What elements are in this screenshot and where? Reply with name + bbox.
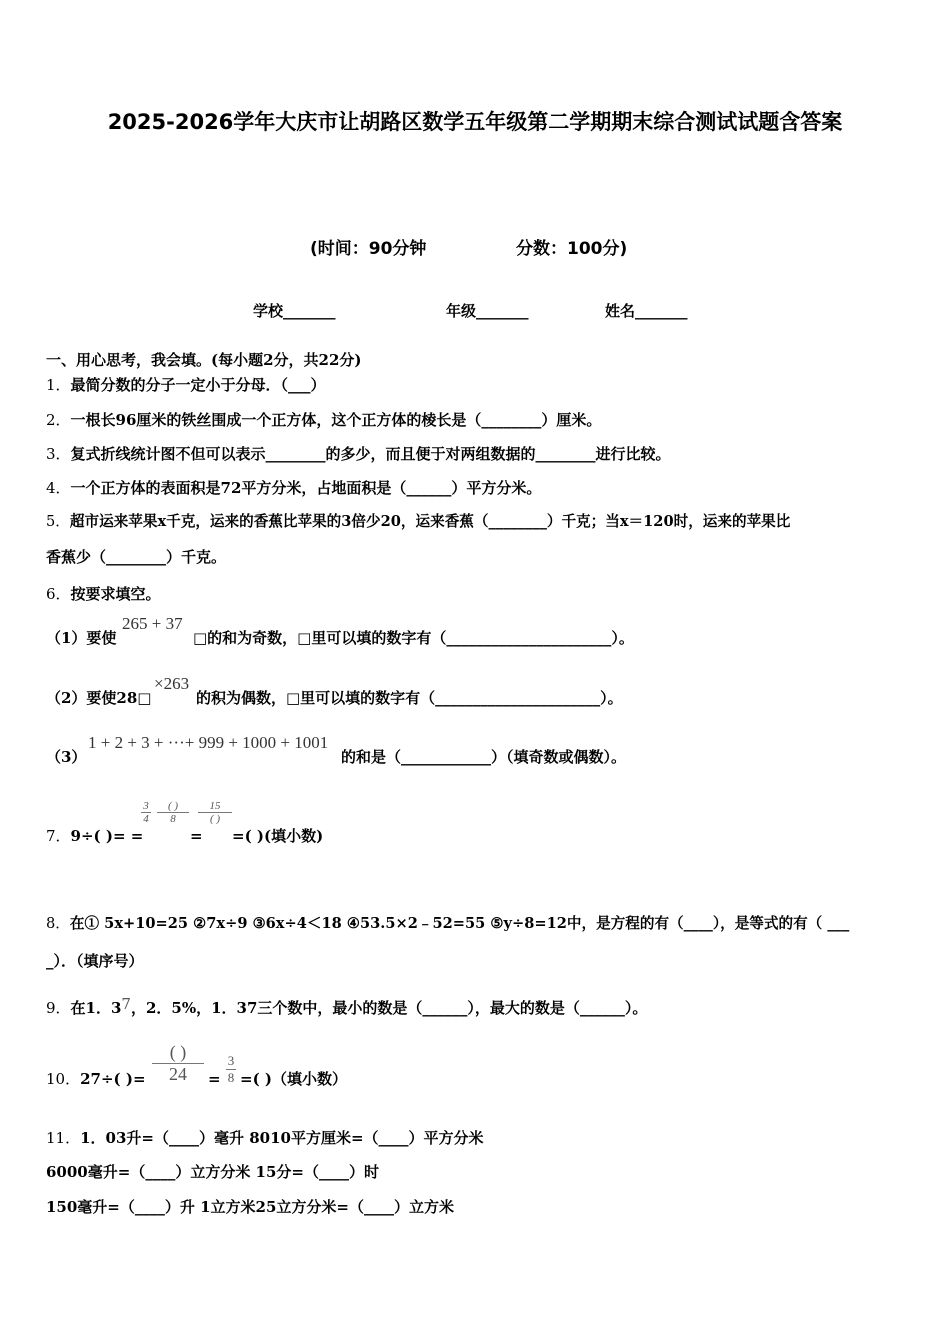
denominator: 8 — [227, 1070, 235, 1085]
question-3 — [46, 444, 671, 464]
question-6-part-1-text: □的和为奇数，□里可以填的数字有（______________________）。 — [193, 629, 634, 647]
question-10-tail: =( )（填小数） — [240, 1070, 347, 1088]
question-text: 在1．3 — [70, 999, 122, 1017]
question-text: 按要求填空。 — [70, 585, 161, 603]
question-text: 9÷( )= = — [70, 827, 144, 845]
question-number: 5． — [46, 513, 70, 530]
school-field[interactable]: 学校_______ — [253, 302, 336, 320]
denominator[interactable]: ( ) — [198, 812, 232, 825]
question-11-line-3: 150毫升=（____）升 1立方米25立方分米=（____）立方米 — [46, 1198, 454, 1216]
numerator[interactable]: ( ) — [167, 800, 179, 812]
question-6-part-3: （3） — [46, 748, 87, 766]
grade-field[interactable]: 年级_______ — [446, 302, 529, 320]
question-text: 复式折线统计图不但可以表示________的多少，而且便于对两组数据的________进行比较。 — [70, 445, 671, 463]
denominator: 8 — [157, 812, 189, 825]
question-number: 1． — [46, 376, 71, 394]
numerator: 3 — [227, 1053, 235, 1068]
numerator[interactable]: ( ) — [169, 1042, 187, 1062]
question-text: 最简分数的分子一定小于分母．（___） — [70, 376, 326, 394]
fraction — [226, 1053, 236, 1086]
question-text: 一个正方体的表面积是72平方分米，占地面积是（______）平方分米。 — [70, 479, 542, 497]
question-text: 一根长96厘米的铁丝围成一个正方体，这个正方体的棱长是（________）厘米。 — [70, 411, 602, 429]
question-2 — [46, 410, 601, 430]
repeating-digit: 7 — [121, 995, 131, 1013]
question-11 — [46, 1128, 484, 1148]
question-6-part-3-text: 的和是（____________）（填奇数或偶数）。 — [341, 748, 627, 766]
question-text: 27÷( )= — [80, 1070, 146, 1088]
exam-time: (时间：90分钟 — [310, 239, 427, 259]
numerator: 3 — [143, 800, 149, 812]
math-expression: 1 + 2 + 3 + ···+ 999 + 1000 + 1001 — [88, 733, 329, 752]
question-6 — [46, 584, 161, 604]
question-number: 4． — [46, 479, 71, 497]
exam-score: 分数：100分) — [516, 239, 628, 259]
question-number: 10． — [46, 1070, 81, 1088]
question-number: 9． — [46, 999, 71, 1017]
question-5-cont: 香蕉少（________）千克。 — [46, 548, 227, 566]
question-7 — [46, 826, 143, 846]
section-heading: 一、用心思考，我会填。(每小题2分，共22分) — [46, 351, 362, 369]
question-8 — [46, 914, 849, 934]
question-number: 8． — [46, 915, 70, 932]
fraction — [157, 800, 189, 825]
math-expression: ×263 — [154, 674, 190, 693]
denominator: 4 — [141, 812, 151, 825]
question-10 — [46, 1069, 146, 1089]
question-1 — [46, 375, 326, 395]
question-number: 6． — [46, 585, 71, 603]
denominator: 24 — [152, 1063, 204, 1085]
page-title: 2025-2026学年大庆市让胡路区数学五年级第二学期期末综合测试试题含答案 — [107, 110, 843, 134]
fraction — [152, 1042, 204, 1085]
question-text: ，2．5%，1．37三个数中，最小的数是（______），最大的数是（______）。 — [130, 999, 648, 1017]
question-number: 7． — [46, 827, 71, 845]
question-6-part-2: （2）要使28□ — [46, 689, 152, 707]
question-text: 1．03升=（____）毫升 8010平方厘米=（____）平方分米 — [80, 1129, 484, 1147]
question-11-line-2: 6000毫升=（____）立方分米 15分=（____）时 — [46, 1163, 379, 1181]
question-number: 2． — [46, 411, 71, 429]
question-text: 超市运来苹果x千克，运来的香蕉比苹果的3倍少20，运来香蕉（________）千克；当x＝120时，运来的苹果比 — [69, 513, 791, 530]
question-number: 3． — [46, 445, 71, 463]
question-8-cont: _）．（填序号） — [46, 952, 144, 970]
fraction — [198, 800, 232, 825]
question-6-part-1: （1）要使 — [46, 629, 117, 647]
question-text: 在① 5x+10=25 ②7x÷9 ③6x÷4＜18 ④53.5×2﹣52=55 ⑤y÷8=12中，是方程的有（____），是等式的有（ ___ — [69, 915, 850, 932]
name-field[interactable]: 姓名_______ — [605, 302, 688, 320]
question-number: 11． — [46, 1129, 81, 1147]
fraction — [141, 800, 151, 825]
question-9 — [46, 995, 648, 1018]
equals-sign: = — [208, 1070, 221, 1088]
numerator: 15 — [209, 800, 221, 812]
question-7-tail: =( )(填小数) — [232, 827, 324, 845]
math-expression: 265 + 37 — [122, 614, 183, 633]
question-4 — [46, 478, 541, 498]
equals-sign: = — [190, 827, 203, 845]
question-6-part-2-text: 的积为偶数，□里可以填的数字有（______________________）。 — [196, 689, 623, 707]
question-5 — [46, 512, 790, 532]
